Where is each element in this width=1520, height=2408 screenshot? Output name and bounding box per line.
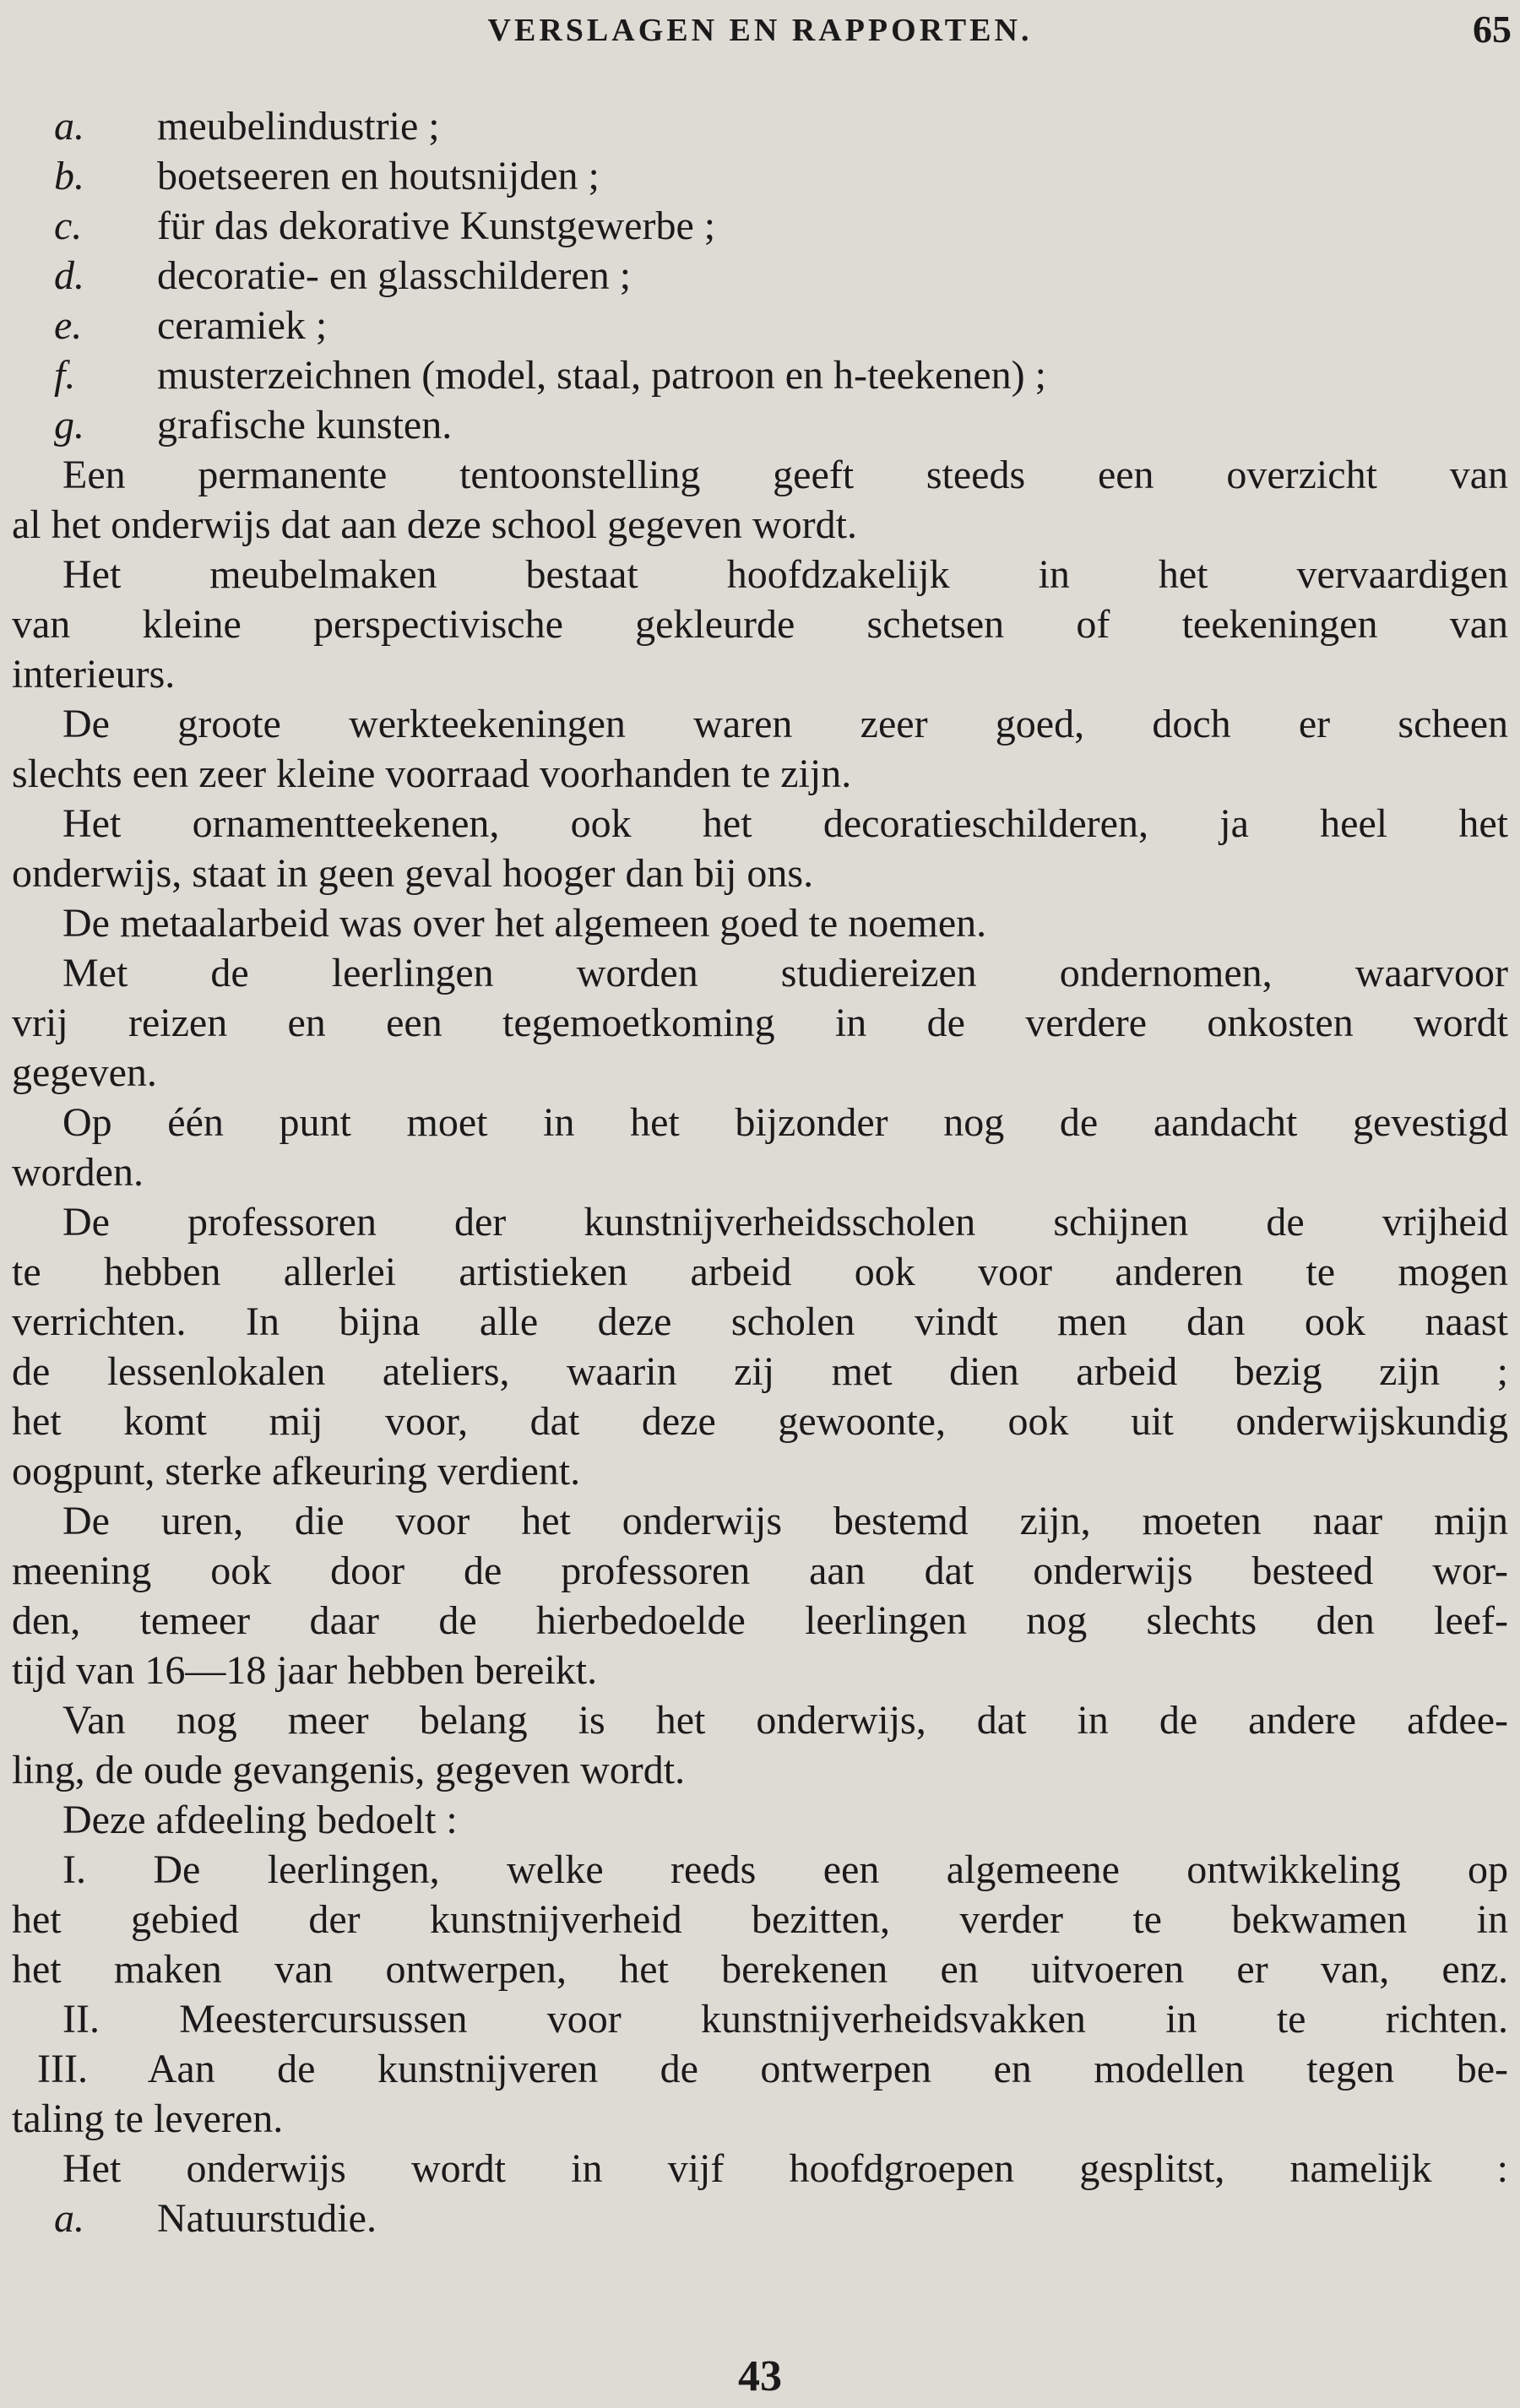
text-line: tijd van 16—18 jaar hebben bereikt. bbox=[12, 1648, 598, 1693]
list-item bbox=[12, 301, 1508, 350]
list-marker: d. bbox=[54, 253, 84, 298]
list-text: decoratie- en glasschilderen ; bbox=[157, 253, 632, 298]
text-line: meening ook door de professoren aan dat onderwijs besteed wor- bbox=[12, 1548, 1508, 1593]
list-marker: e. bbox=[54, 303, 83, 348]
text-line: I. De leerlingen, welke reeds een algemeene ontwikkeling op bbox=[62, 1847, 1508, 1892]
list-item bbox=[12, 151, 1508, 201]
list-marker: a. bbox=[54, 2196, 84, 2241]
list-item bbox=[12, 101, 1508, 151]
text-line: worden. bbox=[12, 1150, 144, 1195]
text-line: Van nog meer belang is het onderwijs, dat in de andere afdee- bbox=[62, 1698, 1508, 1743]
list-item bbox=[12, 201, 1508, 251]
text-line: vrij reizen en een tegemoetkoming in de verdere onkosten wordt bbox=[12, 1001, 1508, 1045]
text-line: De metaalarbeid was over het algemeen goed te noemen. bbox=[62, 901, 987, 946]
text-line: te hebben allerlei artistieken arbeid ook voor anderen te mogen bbox=[12, 1250, 1508, 1294]
list-marker: a. bbox=[54, 104, 84, 149]
list-text: musterzeichnen (model, staal, patroon en h-teekenen) ; bbox=[157, 353, 1046, 398]
text-line: het gebied der kunstnijverheid bezitten, verder te bekwamen in bbox=[12, 1897, 1508, 1942]
list-marker: b. bbox=[54, 154, 84, 198]
text-line: Het onderwijs wordt in vijf hoofdgroepen gesplitst, namelijk : bbox=[62, 2146, 1508, 2191]
list-item bbox=[12, 251, 1508, 301]
text-line: het komt mij voor, dat deze gewoonte, ook uit onderwijskundig bbox=[12, 1399, 1508, 1444]
text-line: Deze afdeeling bedoelt : bbox=[62, 1798, 458, 1842]
list-text: grafische kunsten. bbox=[157, 403, 453, 447]
list-marker: c. bbox=[54, 203, 83, 248]
text-line: Het ornamentteekenen, ook het decoratieschilderen, ja heel het bbox=[62, 801, 1508, 846]
page-number-top: 65 bbox=[1473, 8, 1512, 51]
text-line: het maken van ontwerpen, het berekenen en uitvoeren er van, enz. bbox=[12, 1947, 1508, 1992]
text-line: III. Aan de kunstnijveren de ontwerpen en modellen tegen be- bbox=[37, 2047, 1508, 2091]
text-line: Met de leerlingen worden studiereizen ondernomen, waarvoor bbox=[62, 951, 1508, 995]
page-header bbox=[0, 7, 1520, 57]
list-text: boetseeren en houtsnijden ; bbox=[157, 154, 600, 198]
text-line: Het meubelmaken bestaat hoofdzakelijk in het vervaardigen bbox=[62, 552, 1508, 597]
list-marker: g. bbox=[54, 403, 84, 447]
list-item bbox=[12, 400, 1508, 450]
list-item bbox=[12, 350, 1508, 400]
text-line: de lessenlokalen ateliers, waarin zij met dien arbeid bezig zijn ; bbox=[12, 1349, 1508, 1394]
text-line: ling, de oude gevangenis, gegeven wordt. bbox=[12, 1748, 686, 1792]
list-text: meubelindustrie ; bbox=[157, 104, 440, 149]
body-text bbox=[12, 101, 1508, 2243]
list-text: ceramiek ; bbox=[157, 303, 328, 348]
text-line: Een permanente tentoonstelling geeft steeds een overzicht van bbox=[62, 453, 1508, 497]
text-line: De groote werkteekeningen waren zeer goed, doch er scheen bbox=[62, 702, 1508, 746]
text-line: II. Meestercursussen voor kunstnijverheidsvakken in te richten. bbox=[62, 1997, 1508, 2042]
text-line: slechts een zeer kleine voorraad voorhanden te zijn. bbox=[12, 751, 852, 796]
list-item bbox=[12, 2194, 1508, 2243]
list-text: Natuurstudie. bbox=[157, 2196, 377, 2241]
text-line: gegeven. bbox=[12, 1050, 157, 1095]
text-line: verrichten. In bijna alle deze scholen vindt men dan ook naast bbox=[12, 1299, 1508, 1344]
text-line: al het onderwijs dat aan deze school gegeven wordt. bbox=[12, 502, 857, 547]
text-line: interieurs. bbox=[12, 652, 176, 697]
list-text: für das dekorative Kunstgewerbe ; bbox=[157, 203, 716, 248]
text-line: De uren, die voor het onderwijs bestemd zijn, moeten naar mijn bbox=[62, 1499, 1508, 1543]
list-marker: f. bbox=[54, 353, 76, 398]
text-line: onderwijs, staat in geen geval hooger dan bij ons. bbox=[12, 851, 814, 896]
text-line: De professoren der kunstnijverheidsscholen schijnen de vrijheid bbox=[62, 1200, 1508, 1245]
running-title: VERSLAGEN EN RAPPORTEN. bbox=[487, 13, 1033, 48]
text-line: den, temeer daar de hierbedoelde leerlingen nog slechts den leef- bbox=[12, 1598, 1508, 1643]
text-line: Op één punt moet in het bijzonder nog de aandacht gevestigd bbox=[62, 1100, 1508, 1145]
text-line: taling te leveren. bbox=[12, 2096, 284, 2141]
text-line: van kleine perspectivische gekleurde schetsen of teekeningen van bbox=[12, 602, 1508, 647]
text-line: oogpunt, sterke afkeuring verdient. bbox=[12, 1449, 581, 1494]
page-number-bottom: 43 bbox=[738, 2352, 782, 2400]
